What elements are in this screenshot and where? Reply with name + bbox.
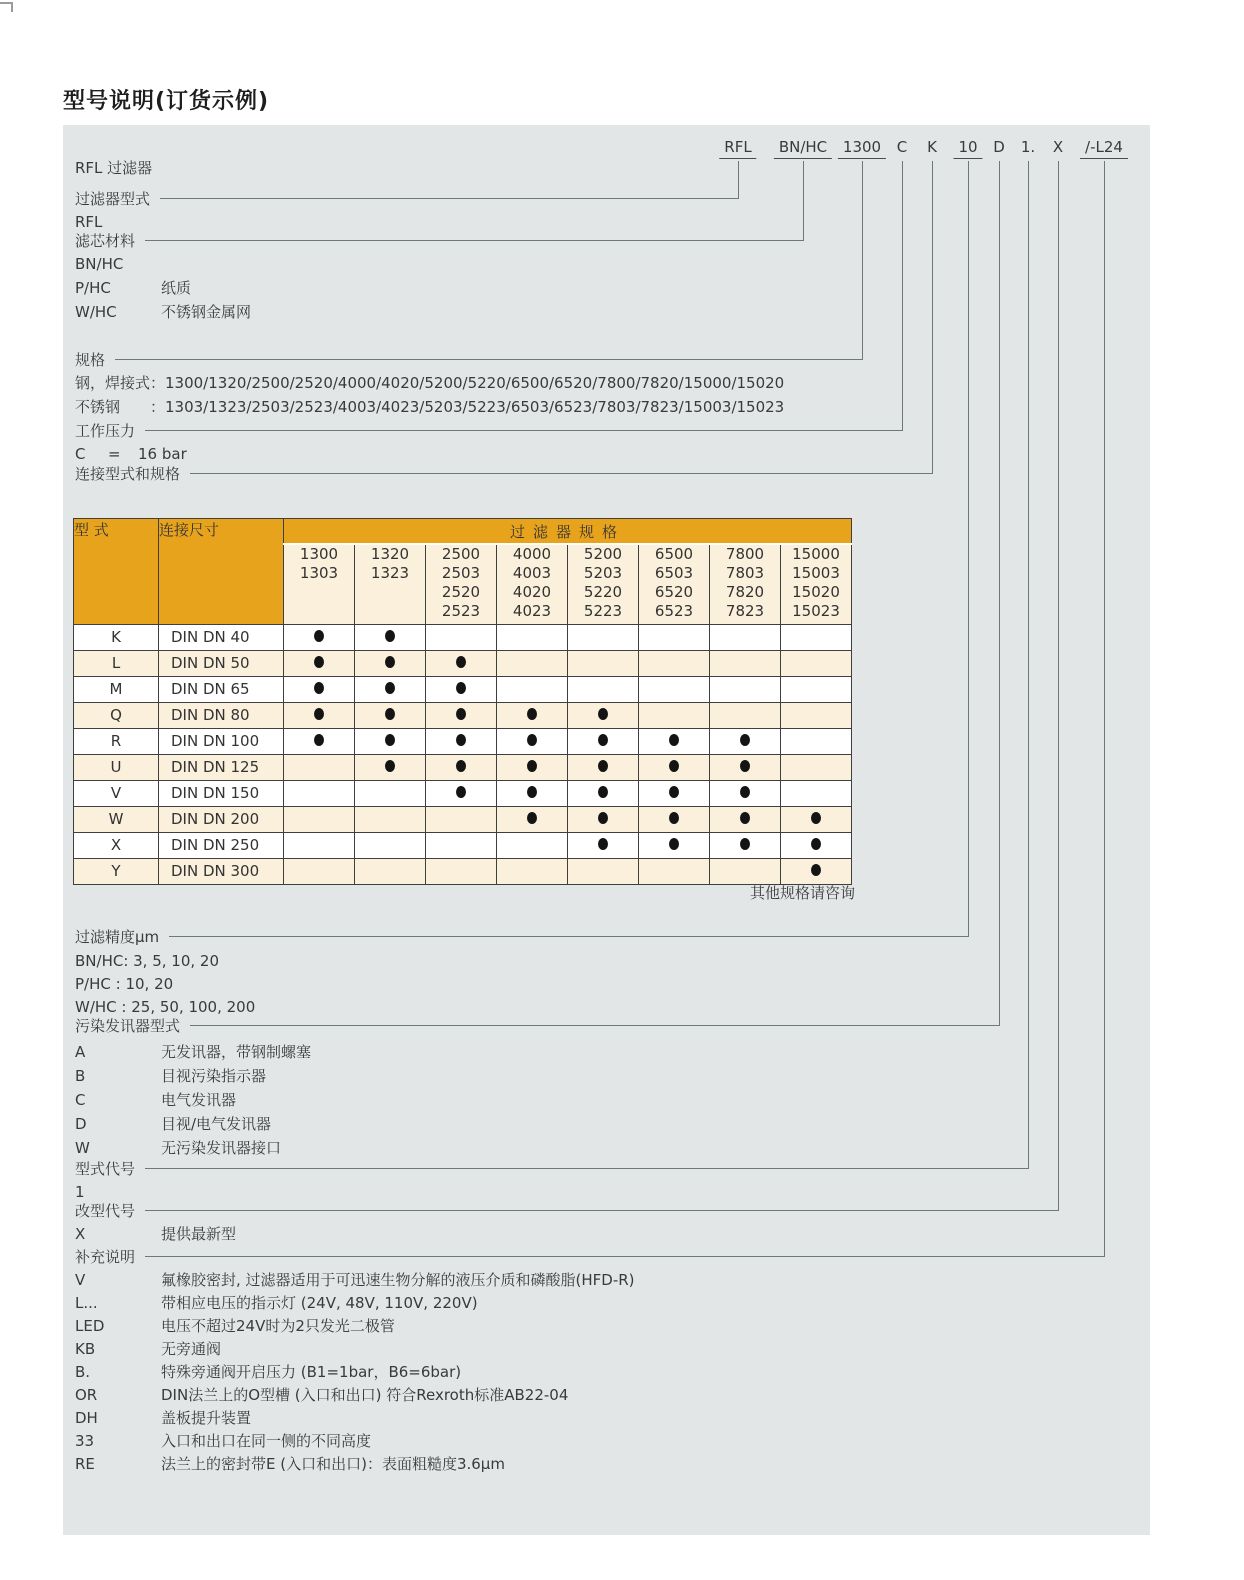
annotation-desc: 目视污染指示器 — [161, 1067, 267, 1085]
annotation-row — [63, 230, 1150, 252]
type-cell: R — [74, 729, 159, 755]
dot-cell — [781, 651, 852, 677]
annotation-row — [63, 1384, 1150, 1406]
crop-mark — [0, 2, 13, 12]
dot-cell — [497, 781, 568, 807]
size-cell: DIN DN 200 — [159, 807, 284, 833]
availability-dot — [740, 760, 750, 772]
dot-cell — [710, 807, 781, 833]
annotation-code: P/HC : 10, 20 — [75, 975, 174, 993]
spec-number: 4023 — [512, 602, 552, 620]
dot-cell — [426, 755, 497, 781]
dot-cell — [781, 781, 852, 807]
annotation-row — [63, 463, 1150, 485]
dot-cell — [781, 833, 852, 859]
annotation-code: DH — [75, 1409, 98, 1427]
annotation-row — [63, 1065, 1150, 1087]
type-cell: L — [74, 651, 159, 677]
annotation-desc: 无旁通阀 — [161, 1340, 222, 1358]
dot-cell — [568, 729, 639, 755]
header-type: 型 式 — [74, 519, 159, 625]
annotation-desc: 带相应电压的指示灯 (24V, 48V, 110V, 220V) — [161, 1294, 478, 1312]
spec-column-values — [426, 544, 497, 625]
dot-cell — [497, 833, 568, 859]
dot-cell — [284, 625, 355, 651]
dot-cell — [355, 807, 426, 833]
dot-cell — [639, 859, 710, 885]
spec-number: 6523 — [654, 602, 694, 620]
dot-cell — [568, 781, 639, 807]
annotation-code: 型式代号 — [75, 1160, 136, 1178]
table-row — [74, 859, 852, 885]
annotation-row — [63, 1315, 1150, 1337]
dot-cell — [781, 755, 852, 781]
annotation-row — [63, 443, 1150, 465]
dot-cell — [497, 625, 568, 651]
annotation-row — [63, 1015, 1150, 1037]
table-row — [74, 703, 852, 729]
spec-number: 7800 — [725, 545, 765, 563]
type-cell: K — [74, 625, 159, 651]
annotation-desc: = — [108, 445, 121, 463]
content-panel — [63, 125, 1150, 1535]
dot-cell — [426, 651, 497, 677]
annotation-row — [63, 372, 1150, 394]
table-row — [74, 625, 852, 651]
annotation-row — [63, 1430, 1150, 1452]
annotation-code: 规格 — [75, 351, 106, 369]
dot-cell — [497, 651, 568, 677]
annotation-desc: 氟橡胶密封, 过滤器适用于可迅速生物分解的液压介质和磷酸脂(HFD-R) — [161, 1271, 635, 1289]
spec-number: 6500 — [654, 545, 694, 563]
order-code-segment: /-L24 — [1080, 138, 1128, 159]
annotation-code: 过滤精度μm — [75, 928, 160, 946]
dot-cell — [568, 859, 639, 885]
dot-cell — [497, 729, 568, 755]
dot-cell — [284, 833, 355, 859]
availability-dot — [385, 708, 395, 720]
dot-cell — [710, 781, 781, 807]
annotation-code: X — [75, 1225, 86, 1243]
dot-cell — [284, 859, 355, 885]
table-row — [74, 755, 852, 781]
annotation-row — [63, 188, 1150, 210]
availability-dot — [598, 812, 608, 824]
size-cell: DIN DN 300 — [159, 859, 284, 885]
dot-cell — [568, 807, 639, 833]
annotation-code: 改型代号 — [75, 1202, 136, 1220]
annotation-code: BN/HC: 3, 5, 10, 20 — [75, 952, 220, 970]
annotation-code: RE — [75, 1455, 95, 1473]
spec-number: 15000 — [792, 545, 840, 563]
spec-column-values — [781, 544, 852, 625]
size-cell: DIN DN 40 — [159, 625, 284, 651]
spec-number: 5200 — [583, 545, 623, 563]
annotation-desc: 无发讯器，带钢制螺塞 — [161, 1043, 312, 1061]
annotation-code: W/HC — [75, 303, 117, 321]
dot-cell — [710, 677, 781, 703]
availability-dot — [385, 682, 395, 694]
spec-number: 4020 — [512, 583, 552, 601]
availability-dot — [669, 760, 679, 772]
dot-cell — [781, 729, 852, 755]
annotation-code: BN/HC — [75, 255, 124, 273]
annotation-desc: 提供最新型 — [161, 1225, 237, 1243]
dot-cell — [781, 625, 852, 651]
annotation-row — [63, 157, 1150, 179]
dot-cell — [639, 755, 710, 781]
spec-number: 6503 — [654, 564, 694, 582]
header-connection-size: 连接尺寸 — [159, 519, 284, 625]
dot-cell — [355, 729, 426, 755]
dot-cell — [710, 625, 781, 651]
annotation-code: RFL — [75, 213, 103, 231]
annotation-row — [63, 1113, 1150, 1135]
table-row — [74, 677, 852, 703]
annotation-code: C — [75, 1091, 86, 1109]
annotation-code: 1 — [75, 1183, 85, 1201]
availability-dot — [598, 708, 608, 720]
dot-cell — [639, 651, 710, 677]
annotation-code: 过滤器型式 — [75, 190, 151, 208]
spec-number: 5223 — [583, 602, 623, 620]
spec-column-values — [355, 544, 426, 625]
spec-number: 5203 — [583, 564, 623, 582]
annotation-code: 工作压力 — [75, 422, 136, 440]
order-code-segment: 1300 — [838, 138, 886, 159]
annotation-desc: 特殊旁通阀开启压力 (B1=1bar，B6=6bar) — [161, 1363, 462, 1381]
dot-cell — [710, 755, 781, 781]
spec-number: 7803 — [725, 564, 765, 582]
dot-cell — [568, 833, 639, 859]
order-code-segment: BN/HC — [774, 138, 832, 159]
annotation-row — [63, 950, 1150, 972]
spec-column-values — [497, 544, 568, 625]
annotation-code: KB — [75, 1340, 96, 1358]
annotation-desc: 目视/电气发讯器 — [161, 1115, 272, 1133]
dot-cell — [568, 755, 639, 781]
availability-dot — [811, 838, 821, 850]
table-row — [74, 781, 852, 807]
dot-cell — [284, 807, 355, 833]
dot-cell — [284, 677, 355, 703]
spec-number: 1303 — [299, 564, 339, 582]
type-cell: V — [74, 781, 159, 807]
annotation-code: 钢，焊接式：1300/1320/2500/2520/4000/4020/5200/5220/6500/6520/7800/7820/15000/15020 — [75, 374, 785, 392]
dot-cell — [284, 651, 355, 677]
availability-dot — [669, 812, 679, 824]
availability-dot — [598, 786, 608, 798]
dot-cell — [284, 781, 355, 807]
spec-number: 2500 — [441, 545, 481, 563]
spec-number: 1320 — [370, 545, 410, 563]
spec-number: 7823 — [725, 602, 765, 620]
spec-number: 15020 — [792, 583, 840, 601]
availability-dot — [740, 734, 750, 746]
annotation-code: D — [75, 1115, 87, 1133]
table-row — [74, 729, 852, 755]
availability-dot — [811, 812, 821, 824]
annotation-row — [63, 926, 1150, 948]
annotation-code: 不锈钢 — [75, 398, 121, 416]
annotation-row — [63, 253, 1150, 275]
annotation-row — [63, 1200, 1150, 1222]
spec-number: 15003 — [792, 564, 840, 582]
availability-dot — [456, 682, 466, 694]
annotation-desc: ：1303/1323/2503/2523/4003/4023/5203/5223/6503/6523/7803/7823/15003/15023 — [150, 398, 785, 416]
spec-number: 6520 — [654, 583, 694, 601]
annotation-row — [63, 1292, 1150, 1314]
availability-dot — [669, 838, 679, 850]
dot-cell — [497, 807, 568, 833]
size-cell: DIN DN 250 — [159, 833, 284, 859]
type-cell: X — [74, 833, 159, 859]
annotation-code: W/HC : 25, 50, 100, 200 — [75, 998, 256, 1016]
dot-cell — [710, 859, 781, 885]
availability-dot — [456, 708, 466, 720]
dot-cell — [355, 703, 426, 729]
dot-cell — [639, 807, 710, 833]
dot-cell — [284, 729, 355, 755]
dot-cell — [710, 833, 781, 859]
dot-cell — [639, 781, 710, 807]
table-row — [74, 807, 852, 833]
availability-dot — [385, 656, 395, 668]
annotation-code: A — [75, 1043, 86, 1061]
annotation-code: 补充说明 — [75, 1248, 136, 1266]
availability-dot — [456, 760, 466, 772]
dot-cell — [781, 859, 852, 885]
annotation-code: 污染发讯器型式 — [75, 1017, 181, 1035]
availability-dot — [314, 708, 324, 720]
dot-cell — [426, 677, 497, 703]
spec-number: 7820 — [725, 583, 765, 601]
order-code-segment: RFL — [719, 138, 756, 159]
spec-column-values — [284, 544, 355, 625]
dot-cell — [497, 703, 568, 729]
dot-cell — [497, 859, 568, 885]
type-cell: M — [74, 677, 159, 703]
availability-dot — [527, 760, 537, 772]
annotation-desc: 入口和出口在同一侧的不同高度 — [161, 1432, 372, 1450]
spec-table — [73, 518, 852, 885]
dot-cell — [426, 807, 497, 833]
dot-cell — [284, 703, 355, 729]
table-footnote: 其他规格请咨询 — [749, 884, 855, 902]
order-code-segment: D — [993, 138, 1005, 156]
dot-cell — [355, 781, 426, 807]
dot-cell — [781, 677, 852, 703]
annotation-row — [63, 420, 1150, 442]
availability-dot — [385, 760, 395, 772]
availability-dot — [527, 786, 537, 798]
annotation-code: L... — [75, 1294, 98, 1312]
size-cell: DIN DN 125 — [159, 755, 284, 781]
dot-cell — [568, 625, 639, 651]
dot-cell — [426, 625, 497, 651]
availability-dot — [385, 630, 395, 642]
annotation-code: 滤芯材料 — [75, 232, 136, 250]
dot-cell — [355, 755, 426, 781]
annotation-row — [63, 1041, 1150, 1063]
size-cell: DIN DN 100 — [159, 729, 284, 755]
annotation-code: W — [75, 1139, 90, 1157]
availability-dot — [811, 864, 821, 876]
dot-cell — [781, 703, 852, 729]
annotation-row — [63, 1407, 1150, 1429]
table-row — [74, 833, 852, 859]
type-cell: Q — [74, 703, 159, 729]
type-cell: W — [74, 807, 159, 833]
order-code-segment: X — [1052, 138, 1064, 156]
annotation-row — [63, 1223, 1150, 1245]
order-code-segment: K — [927, 138, 937, 156]
spec-number: 4000 — [512, 545, 552, 563]
dot-cell — [639, 677, 710, 703]
type-cell: Y — [74, 859, 159, 885]
dot-cell — [426, 703, 497, 729]
availability-dot — [314, 682, 324, 694]
annotation-row — [63, 1246, 1150, 1268]
availability-dot — [527, 812, 537, 824]
spec-number: 1300 — [299, 545, 339, 563]
availability-dot — [598, 734, 608, 746]
size-cell: DIN DN 80 — [159, 703, 284, 729]
header-filter-specs: 过滤器规格 — [284, 519, 852, 545]
dot-cell — [568, 677, 639, 703]
availability-dot — [314, 656, 324, 668]
dot-cell — [497, 755, 568, 781]
availability-dot — [740, 838, 750, 850]
annotation-row — [63, 277, 1150, 299]
dot-cell — [497, 677, 568, 703]
dot-cell — [355, 677, 426, 703]
dot-cell — [568, 651, 639, 677]
spec-number: 5220 — [583, 583, 623, 601]
annotation-row — [63, 301, 1150, 323]
annotation-desc: 电压不超过24V时为2只发光二极管 — [161, 1317, 395, 1335]
spec-number: 4003 — [512, 564, 552, 582]
dot-cell — [639, 703, 710, 729]
availability-dot — [527, 734, 537, 746]
dot-cell — [355, 625, 426, 651]
annotation-row — [63, 1269, 1150, 1291]
dot-cell — [284, 755, 355, 781]
spec-column-values — [710, 544, 781, 625]
annotation-desc: 盖板提升装置 — [161, 1409, 252, 1427]
availability-dot — [669, 786, 679, 798]
annotation-code: OR — [75, 1386, 98, 1404]
annotation-row — [63, 1361, 1150, 1383]
spec-number: 2503 — [441, 564, 481, 582]
annotation-desc: 纸质 — [161, 279, 192, 297]
order-code-segment: 1. — [1020, 138, 1036, 156]
annotation-code: 33 — [75, 1432, 95, 1450]
availability-dot — [456, 786, 466, 798]
annotation-desc: 无污染发讯器接口 — [161, 1139, 282, 1157]
annotation-row — [63, 973, 1150, 995]
annotation-code: B. — [75, 1363, 91, 1381]
annotation-code: P/HC — [75, 279, 111, 297]
spec-number: 1323 — [370, 564, 410, 582]
dot-cell — [355, 833, 426, 859]
annotation-code: V — [75, 1271, 86, 1289]
annotation-desc: DIN法兰上的O型槽 (入口和出口) 符合Rexroth标准AB22-04 — [161, 1386, 569, 1404]
annotation-code: B — [75, 1067, 86, 1085]
availability-dot — [598, 760, 608, 772]
availability-dot — [456, 734, 466, 746]
availability-dot — [527, 708, 537, 720]
annotation-desc: 法兰上的密封带E (入口和出口)：表面粗糙度3.6μm — [161, 1455, 505, 1473]
dot-cell — [639, 729, 710, 755]
dot-cell — [355, 859, 426, 885]
spec-column-values — [639, 544, 710, 625]
annotation-desc: 电气发讯器 — [161, 1091, 237, 1109]
spec-column-values — [568, 544, 639, 625]
availability-dot — [669, 734, 679, 746]
type-cell: U — [74, 755, 159, 781]
annotation-row — [63, 1158, 1150, 1180]
annotation-code: LED — [75, 1317, 105, 1335]
table-row — [74, 651, 852, 677]
availability-dot — [314, 630, 324, 642]
size-cell: DIN DN 50 — [159, 651, 284, 677]
availability-dot — [598, 838, 608, 850]
spec-number: 2523 — [441, 602, 481, 620]
dot-cell — [355, 651, 426, 677]
annotation-code: C — [75, 445, 86, 463]
availability-dot — [314, 734, 324, 746]
availability-dot — [456, 656, 466, 668]
dot-cell — [426, 859, 497, 885]
annotation-row — [63, 1137, 1150, 1159]
size-cell: DIN DN 150 — [159, 781, 284, 807]
annotation-row — [63, 396, 1150, 418]
dot-cell — [639, 625, 710, 651]
order-code-segment: C — [896, 138, 908, 156]
page-title: 型号说明(订货示例) — [63, 89, 270, 114]
dot-cell — [426, 729, 497, 755]
dot-cell — [710, 703, 781, 729]
availability-dot — [740, 812, 750, 824]
dot-cell — [781, 807, 852, 833]
annotation-desc: 16 bar — [138, 445, 187, 463]
spec-number: 2520 — [441, 583, 481, 601]
spec-number: 15023 — [792, 602, 840, 620]
dot-cell — [426, 833, 497, 859]
dot-cell — [639, 833, 710, 859]
dot-cell — [426, 781, 497, 807]
size-cell: DIN DN 65 — [159, 677, 284, 703]
dot-cell — [710, 729, 781, 755]
annotation-row — [63, 1453, 1150, 1475]
annotation-row — [63, 1089, 1150, 1111]
availability-dot — [740, 786, 750, 798]
annotation-row — [63, 1338, 1150, 1360]
annotation-desc: 不锈钢金属网 — [161, 303, 252, 321]
annotation-code: 连接型式和规格 — [75, 465, 181, 483]
annotation-code: RFL 过滤器 — [75, 159, 153, 177]
availability-dot — [385, 734, 395, 746]
dot-cell — [568, 703, 639, 729]
annotation-row — [63, 349, 1150, 371]
order-code-segment: 10 — [953, 138, 982, 159]
dot-cell — [710, 651, 781, 677]
